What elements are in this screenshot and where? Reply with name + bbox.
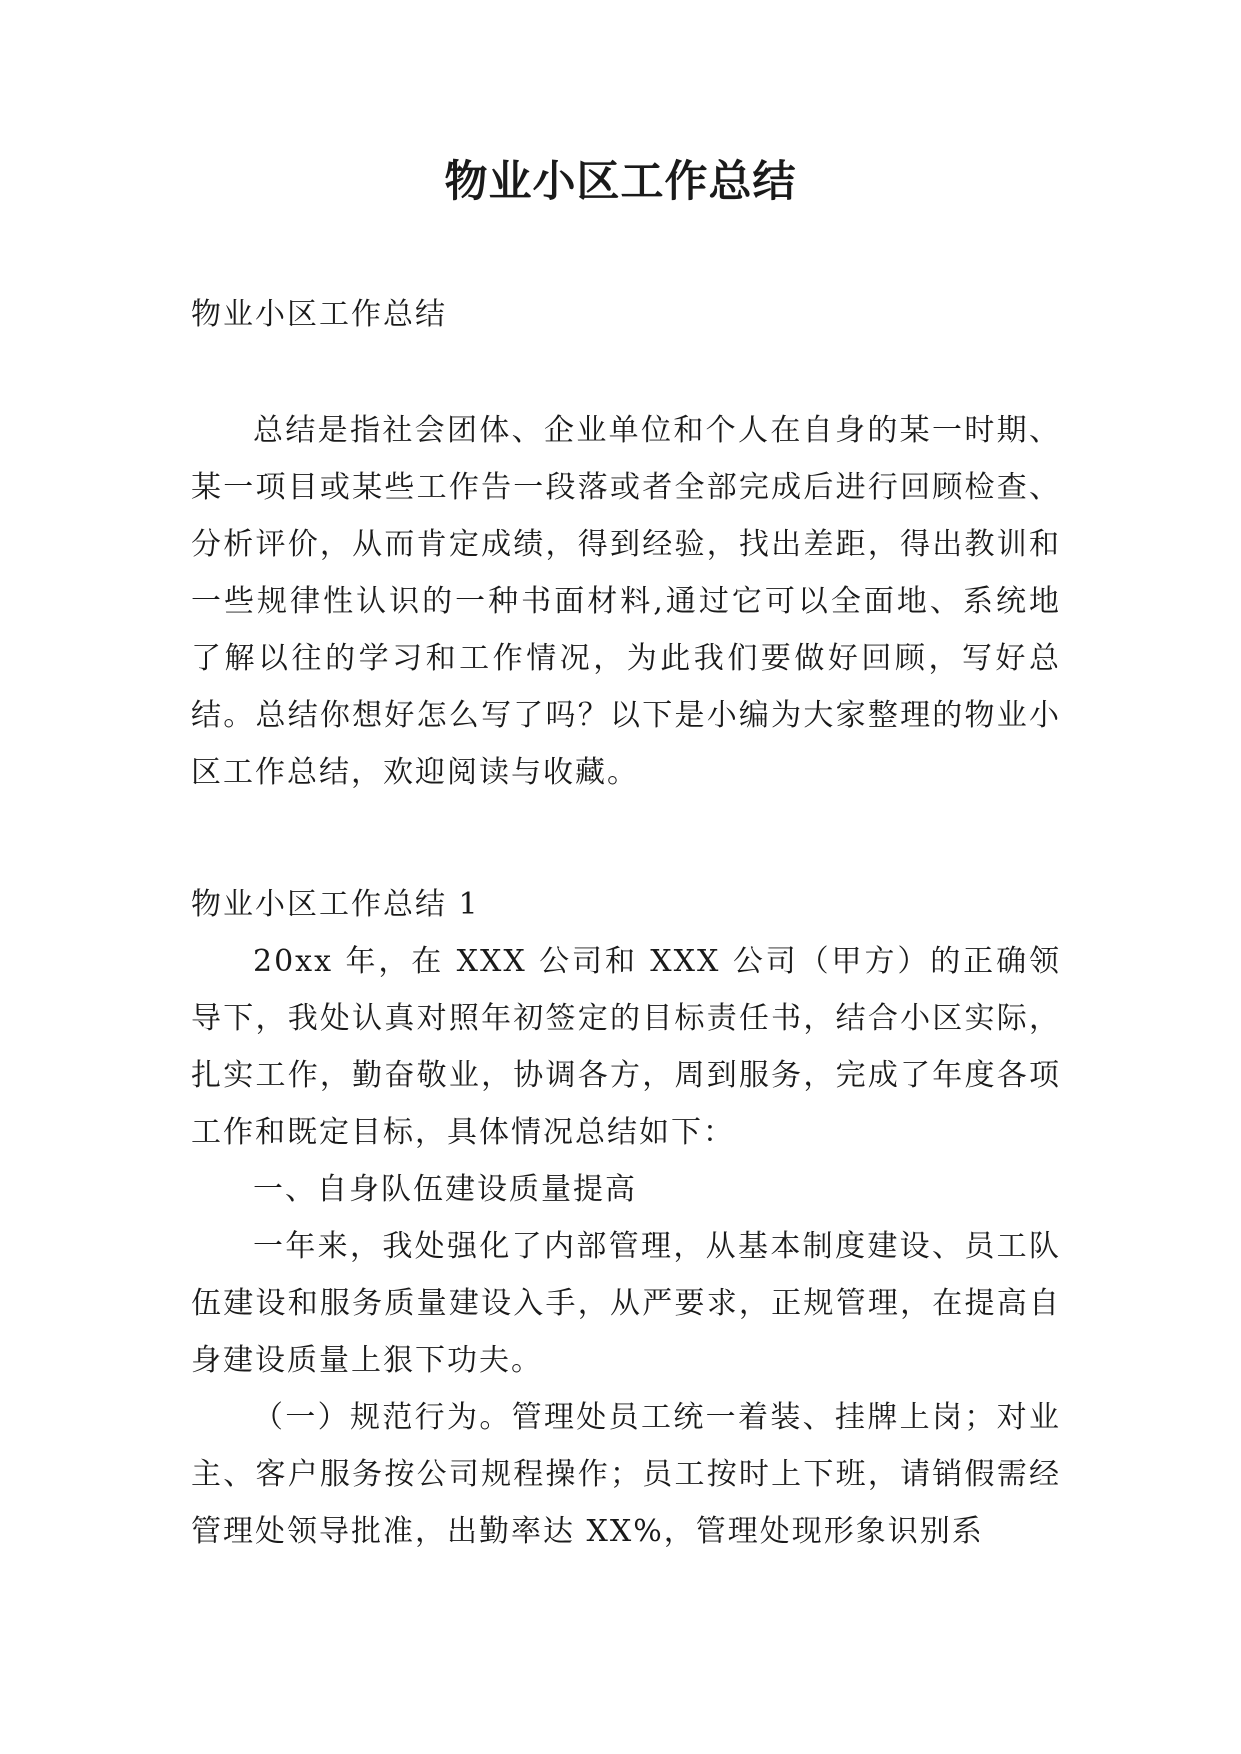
intro-paragraph: 总结是指社会团体、企业单位和个人在自身的某一时期、某一项目或某些工作告一段落或者全部完成后进行回顾检查、分析评价，从而肯定成绩，得到经验，找出差距，得出教训和一些规律性认识的一种书面材料,通过它可以全面地、系统地了解以往的学习和工作情况，为此我们要做好回顾，写好总结。总结你想好怎么写了吗？以下是小编为大家整理的物业小区工作总结，欢迎阅读与收藏。 bbox=[191, 413, 1061, 790]
body-paragraph-2: 一年来，我处强化了内部管理，从基本制度建设、员工队伍建设和服务质量建设入手，从严要求，正规管理，在提高自身建设质量上狠下功夫。 bbox=[191, 1229, 1061, 1378]
document-title: 物业小区工作总结 bbox=[444, 157, 797, 207]
body-paragraph-3: （一）规范行为。管理处员工统一着装、挂牌上岗；对业主、客户服务按公司规程操作；员工按时上下班，请销假需经管理处领导批准，出勤率达 XX%，管理处现形象识别系 bbox=[191, 1400, 1061, 1549]
section-title: 物业小区工作总结 1 bbox=[191, 887, 480, 922]
section-heading-1: 一、自身队伍建设质量提高 bbox=[253, 1172, 637, 1207]
document-subtitle: 物业小区工作总结 bbox=[191, 297, 447, 332]
body-paragraph-1: 20xx 年，在 XXX 公司和 XXX 公司（甲方）的正确领导下，我处认真对照年初签定的目标责任书，结合小区实际，扎实工作，勤奋敬业，协调各方，周到服务，完成了年度各项工作和既定目标，具体情况总结如下： bbox=[191, 944, 1061, 1150]
